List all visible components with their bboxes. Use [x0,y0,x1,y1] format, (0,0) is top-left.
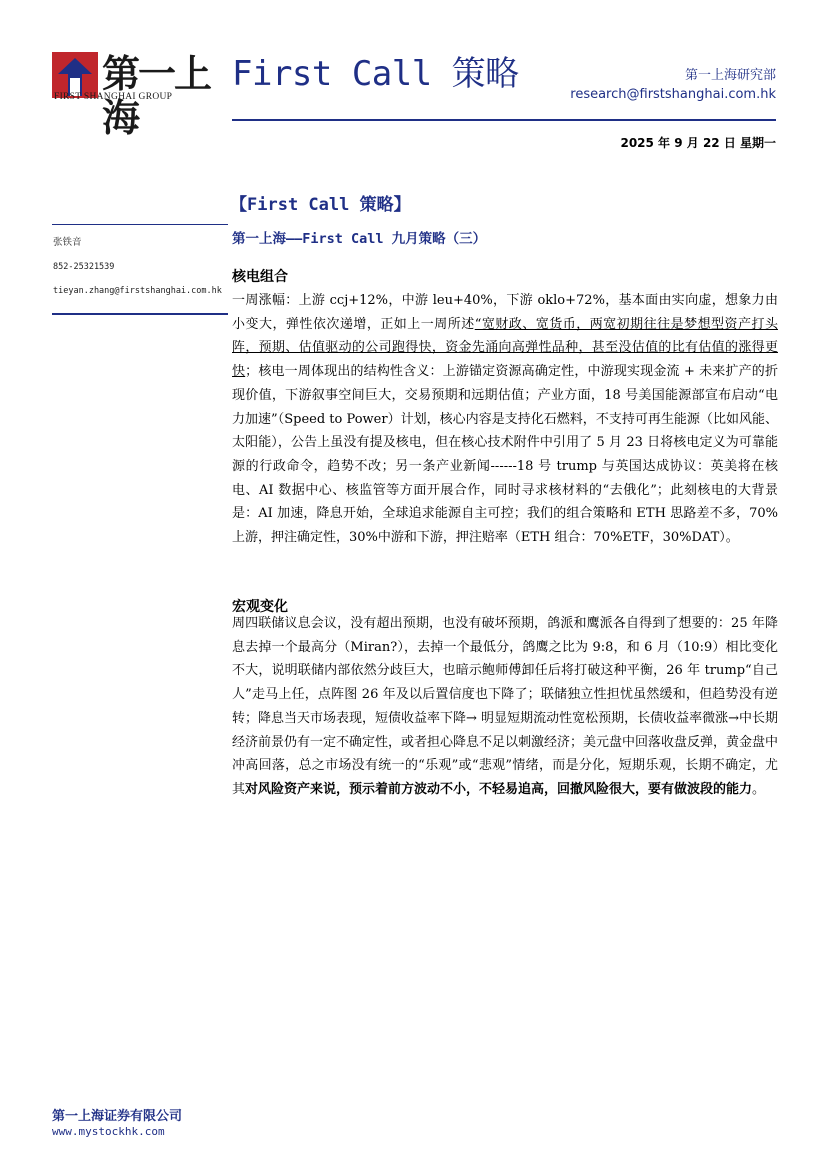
department-info [570,66,776,104]
section-heading-nuclear: 核电组合 [232,269,288,285]
macro-bold-conclusion: 对风险资产来说，预示着前方波动不小，不轻易追高，回撤风险很大，要有做波段的能力 [245,781,753,797]
author-name: 张铁音 [53,237,82,248]
nuclear-text-2: ；核电一周体现出的结构性含义：上游锚定资源高确定性，中游现实现金流 + 未来扩产的折现价值，下游叙事空间巨大，交易预期和远期估值；产业方面，18 号美国能源部宣布启动“电力加速”（Speed to Power）计划，核心内容是支持化石燃料，不支持可再生能源（比如风能、太阳能），公告上虽没有提及核电，但在核心技术附件中引用了 5 月 23 日将核电定义为可靠能源的行政命令，趋势不改；另一条产业新闻------18 号 trump 与英国达成协议：英美将在核电、AI 数据中心、核监管等方面开展合作，同时寻求核材料的“去俄化”；此刻核电的大背景是：AI 加速，降息开始，全球追求能源自主可控；我们的组合策略和 ETH 思路差不多，70%上游，押注确定性，30%中游和下游，押注赔率（ETH 组合：70%ETF，30%DAT）。 [232,364,778,546]
section-heading-macro: 宏观变化 [232,599,288,615]
author-block [53,231,222,303]
author-phone: 852-25321539 [53,262,115,272]
department-email[interactable]: research@firstshanghai.com.hk [570,87,776,102]
department-name: 第一上海研究部 [684,68,776,83]
report-tag: 【First Call 策略】 [230,195,411,215]
logo-chinese-name: 第一上海 [102,51,211,140]
author-bottom-rule [52,313,228,315]
company-logo [52,51,230,140]
report-subtitle: 第一上海——First Call 九月策略（三） [232,231,487,247]
footer-url[interactable]: www.mystockhk.com [52,1125,165,1138]
brand-title: First Call 策略 [232,54,519,94]
section-body-nuclear [232,289,778,550]
footer-company: 第一上海证券有限公司 [52,1109,183,1124]
author-email[interactable]: tieyan.zhang@firstshanghai.com.hk [53,286,222,296]
macro-text-1: 周四联储议息会议，没有超出预期，也没有破坏预期，鸽派和鹰派各自得到了想要的：25 年降息去掉一个最高分（Miran?），去掉一个最低分，鸽鹰之比为 9:8，和 6 月（10:9）相比变化不大，说明联储内部依然分歧巨大，也暗示鲍师傅卸任后将打破这种平衡，26 年 trump“自己人”走马上任，点阵图 26 年及以后置信度也下降了；联储独立性担忧虽然缓和，但趋势没有逆转；降息当天市场表现，短债收益率下降→ 明显短期流动性宽松预期，长债收益率微涨→中长期经济前景仍有一定不确定性，或者担心降息不足以刺激经济；美元盘中回落收盘反弹，黄金盘中冲高回落，总之市场没有统一的“乐观”或“悲观”情绪，而是分化，短期乐观，长期不确定，尤其 [232,616,779,797]
section-body-macro [232,612,778,802]
report-date: 2025 年 9 月 22 日 星期一 [620,136,776,150]
author-top-rule [52,224,228,225]
header-rule [232,119,776,121]
macro-text-end: 。 [752,781,766,797]
nuclear-underlined-quote: “宽财政、宽货币，两宽初期往往是梦想型资产打头阵，预期、估值驱动的公司跑得快，资金先涌向高弹性品种，甚至没估值的比有估值的涨得更快 [232,316,778,380]
nuclear-text-1: 一周涨幅：上游 ccj+12%，中游 leu+40%，下游 oklo+72%，基本面由实向虚，想象力由小变大，弹性依次递增，正如上一周所述 [232,293,778,332]
logo-english-name: FIRST SHANGHAI GROUP [54,92,173,102]
